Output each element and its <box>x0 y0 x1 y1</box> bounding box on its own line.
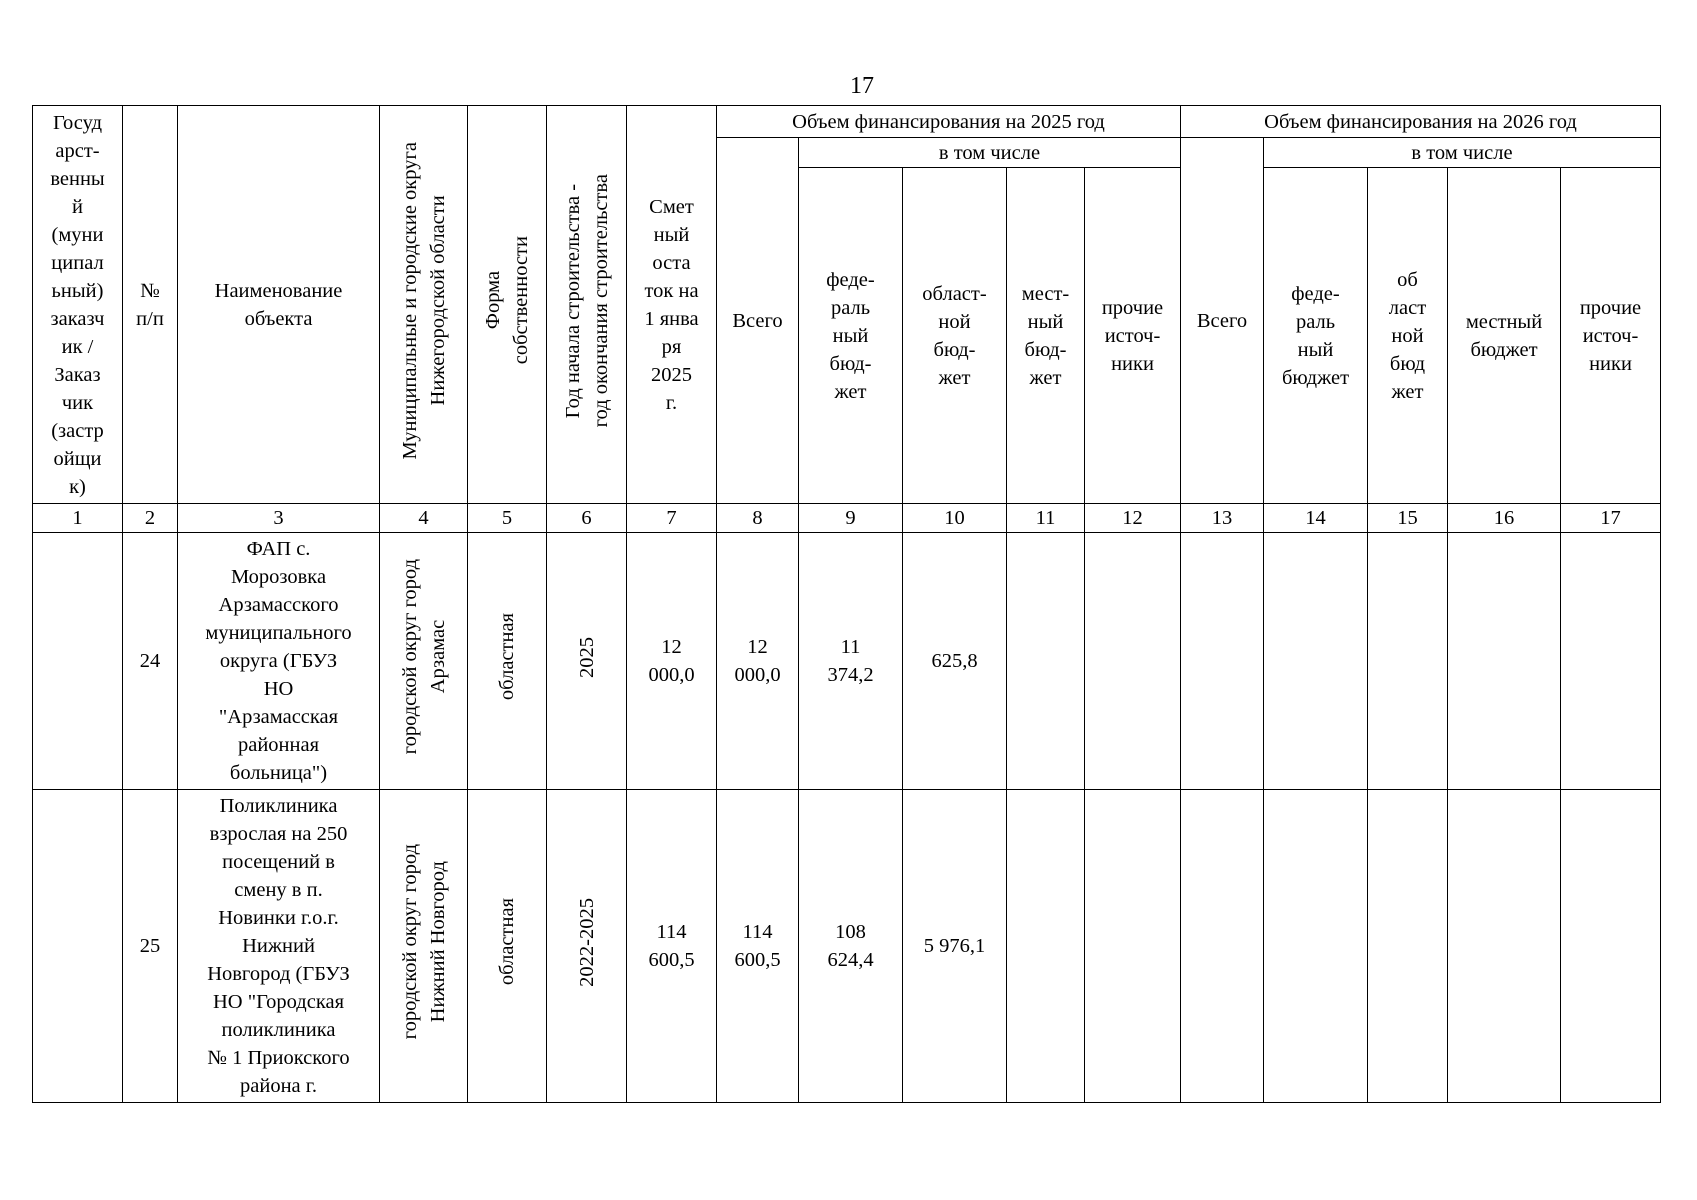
text-line: НО "Городская <box>212 991 345 1013</box>
text-line: Новинки г.о.г. <box>218 907 339 929</box>
text-line: муниципального <box>205 622 352 644</box>
row-other-2026 <box>1561 533 1661 790</box>
row-number: 24 <box>123 533 178 790</box>
row-local-2026 <box>1448 533 1561 790</box>
text-line: 114 <box>742 921 773 943</box>
text-line: ный <box>832 324 869 347</box>
row-federal-2025 <box>799 790 903 1103</box>
row-total-2026 <box>1181 790 1264 1103</box>
column-number: 13 <box>1181 504 1264 533</box>
column-number: 5 <box>468 504 547 533</box>
text-line: 11 <box>840 636 861 658</box>
text-line: 114 <box>656 921 687 943</box>
column-number: 14 <box>1264 504 1368 533</box>
text-line: феде- <box>1291 282 1340 305</box>
text-line: бюджет <box>1281 366 1350 389</box>
column-number: 2 <box>123 504 178 533</box>
text-line: № <box>140 279 160 302</box>
row-ownership: областная <box>468 790 547 1103</box>
text-line: бюд- <box>829 352 872 375</box>
text-line: ря <box>661 335 682 358</box>
header-ownership <box>468 106 547 504</box>
column-number: 16 <box>1448 504 1561 533</box>
header-total-2026: Всего <box>1181 138 1264 504</box>
row-estimate <box>627 533 717 790</box>
text-line: жет <box>834 380 867 403</box>
text-line: об <box>1397 268 1418 291</box>
text-line: Нижний Новгород <box>426 861 449 1023</box>
row-years: 2022-2025 <box>547 790 627 1103</box>
header-including-2025: в том числе <box>799 138 1181 168</box>
text-line: ный <box>1297 338 1334 361</box>
row-local-2025 <box>1007 790 1085 1103</box>
row-municipality <box>380 790 468 1103</box>
row-estimate <box>627 790 717 1103</box>
text-line: венны <box>50 167 105 190</box>
text-line: местный <box>1465 310 1543 333</box>
financing-table <box>32 105 1661 1103</box>
text-line: 000,0 <box>734 664 781 686</box>
header-estimate <box>627 106 717 504</box>
text-line: НО <box>263 678 294 700</box>
text-line: Новгород (ГБУЗ <box>207 963 350 985</box>
header-federal-2025 <box>799 168 903 504</box>
page-number: 17 <box>850 73 874 99</box>
text-line: 12 <box>747 636 768 658</box>
row-customer <box>33 533 123 790</box>
text-line: оста <box>652 251 691 274</box>
text-line: (застр <box>51 419 104 442</box>
column-number: 12 <box>1085 504 1181 533</box>
header-number <box>123 106 178 504</box>
row-federal-2026 <box>1264 790 1368 1103</box>
text-line: област- <box>922 282 987 305</box>
row-total-2025 <box>717 790 799 1103</box>
text-line: ники <box>1589 352 1632 375</box>
row-object-name <box>178 533 380 790</box>
row-other-2025 <box>1085 533 1181 790</box>
text-line: Арзамас <box>426 620 449 694</box>
text-line: 12 <box>661 636 682 658</box>
text-line: феде- <box>826 268 875 291</box>
header-municipality <box>380 106 468 504</box>
row-federal-2025 <box>799 533 903 790</box>
column-number-row <box>33 504 1661 533</box>
header-years <box>547 106 627 504</box>
text-line: 600,5 <box>648 949 695 971</box>
header-customer <box>33 106 123 504</box>
text-line: жет <box>938 366 971 389</box>
row-customer <box>33 790 123 1103</box>
text-line: районная <box>237 734 320 756</box>
text-line: поликлиника <box>221 1019 336 1041</box>
column-number: 6 <box>547 504 627 533</box>
text-line: 374,2 <box>827 664 874 686</box>
text-line: ток на <box>644 279 699 302</box>
header-regional-2026 <box>1368 168 1448 504</box>
column-number: 7 <box>627 504 717 533</box>
row-total-2026 <box>1181 533 1264 790</box>
text-line: собственности <box>510 236 532 365</box>
header-total-2025: Всего <box>717 138 799 504</box>
text-line: раль <box>1295 310 1336 333</box>
text-line: ципал <box>51 251 104 274</box>
text-line: к) <box>69 475 86 498</box>
text-line: ьный) <box>51 279 104 302</box>
row-regional-2025: 5 976,1 <box>903 790 1007 1103</box>
text-line: мест- <box>1021 282 1070 305</box>
text-line: Смет <box>649 195 694 218</box>
text-line: Заказ <box>54 363 101 386</box>
text-line: 108 <box>835 921 866 943</box>
text-line: 600,5 <box>734 949 781 971</box>
text-line: заказч <box>50 307 105 330</box>
row-regional-2025: 625,8 <box>903 533 1007 790</box>
text-line: ники <box>1111 352 1154 375</box>
text-line: 2025 <box>651 363 692 386</box>
row-regional-2026 <box>1368 533 1448 790</box>
text-line: взрослая на 250 <box>209 823 348 845</box>
text-line: № 1 Приокского <box>207 1047 350 1069</box>
text-line: округа (ГБУЗ <box>219 650 338 672</box>
text-line: арст- <box>55 139 100 162</box>
text-line: источ- <box>1104 324 1161 347</box>
text-line: г. <box>665 391 678 414</box>
text-line: Муниципальные и городские округа <box>398 141 421 460</box>
text-line: (муни <box>51 223 104 246</box>
row-total-2025 <box>717 533 799 790</box>
column-number: 4 <box>380 504 468 533</box>
header-other-2025 <box>1085 168 1181 504</box>
column-number: 17 <box>1561 504 1661 533</box>
header-funding-2026: Объем финансирования на 2026 год <box>1181 106 1661 138</box>
row-regional-2026 <box>1368 790 1448 1103</box>
header-funding-2025: Объем финансирования на 2025 год <box>717 106 1181 138</box>
text-line: бюд <box>1389 352 1426 375</box>
text-line: больница") <box>229 762 328 784</box>
row-other-2026 <box>1561 790 1661 1103</box>
text-line: городской округ город <box>398 559 421 755</box>
text-line: Год начала строительства - <box>561 183 584 418</box>
text-line: Нижегородской области <box>426 195 449 406</box>
text-line: объекта <box>244 307 313 330</box>
text-line: ный <box>1027 310 1064 333</box>
text-line: ласт <box>1388 296 1427 319</box>
row-number: 25 <box>123 790 178 1103</box>
row-other-2025 <box>1085 790 1181 1103</box>
text-line: Форма <box>482 271 504 330</box>
table-row <box>33 790 1661 1103</box>
text-line: раль <box>830 296 871 319</box>
text-line: 000,0 <box>648 664 695 686</box>
table-row <box>33 533 1661 790</box>
text-line: Поликлиника <box>219 795 338 817</box>
text-line: 1 янва <box>644 307 699 330</box>
text-line: ный <box>653 223 690 246</box>
text-line: Нижний <box>242 935 315 957</box>
column-number: 1 <box>33 504 123 533</box>
header-object-name <box>178 106 380 504</box>
text-line: жет <box>1029 366 1062 389</box>
column-number: 9 <box>799 504 903 533</box>
column-number: 11 <box>1007 504 1085 533</box>
text-line: год окончания строительства <box>589 173 612 428</box>
text-line: ной <box>1391 324 1424 347</box>
text-line: прочие <box>1579 296 1642 319</box>
header-local-2025 <box>1007 168 1085 504</box>
text-line: Наименование <box>214 279 343 302</box>
header-federal-2026 <box>1264 168 1368 504</box>
text-line: прочие <box>1101 296 1164 319</box>
header-including-2026: в том числе <box>1264 138 1661 168</box>
column-number: 8 <box>717 504 799 533</box>
text-line: посещений в <box>222 851 335 873</box>
row-years: 2025 <box>547 533 627 790</box>
text-line: бюд- <box>933 338 976 361</box>
text-line: бюджет <box>1470 338 1538 361</box>
text-line: чик <box>61 391 94 414</box>
text-line: й <box>72 195 83 218</box>
row-object-name <box>178 790 380 1103</box>
row-local-2026 <box>1448 790 1561 1103</box>
text-line: ойщи <box>53 447 102 470</box>
text-line: городской округ город <box>398 844 421 1040</box>
text-line: ной <box>938 310 971 333</box>
text-line: 624,4 <box>827 949 874 971</box>
text-line: ФАП с. <box>246 538 311 560</box>
text-line: района г. <box>240 1075 317 1097</box>
header-local-2026 <box>1448 168 1561 504</box>
row-federal-2026 <box>1264 533 1368 790</box>
column-number: 3 <box>178 504 380 533</box>
text-line: смену в п. <box>234 879 323 901</box>
text-line: п/п <box>136 307 164 330</box>
header-regional-2025 <box>903 168 1007 504</box>
text-line: "Арзамасская <box>218 706 339 728</box>
text-line: Морозовка <box>230 566 327 588</box>
text-line: жет <box>1391 380 1424 403</box>
text-line: Арзамасского <box>218 594 339 616</box>
row-local-2025 <box>1007 533 1085 790</box>
text-line: бюд- <box>1024 338 1067 361</box>
text-line: источ- <box>1582 324 1639 347</box>
row-municipality <box>380 533 468 790</box>
column-number: 10 <box>903 504 1007 533</box>
column-number: 15 <box>1368 504 1448 533</box>
text-line: ик / <box>61 335 94 358</box>
text-line: Госуд <box>52 111 103 134</box>
row-ownership: областная <box>468 533 547 790</box>
header-other-2026 <box>1561 168 1661 504</box>
